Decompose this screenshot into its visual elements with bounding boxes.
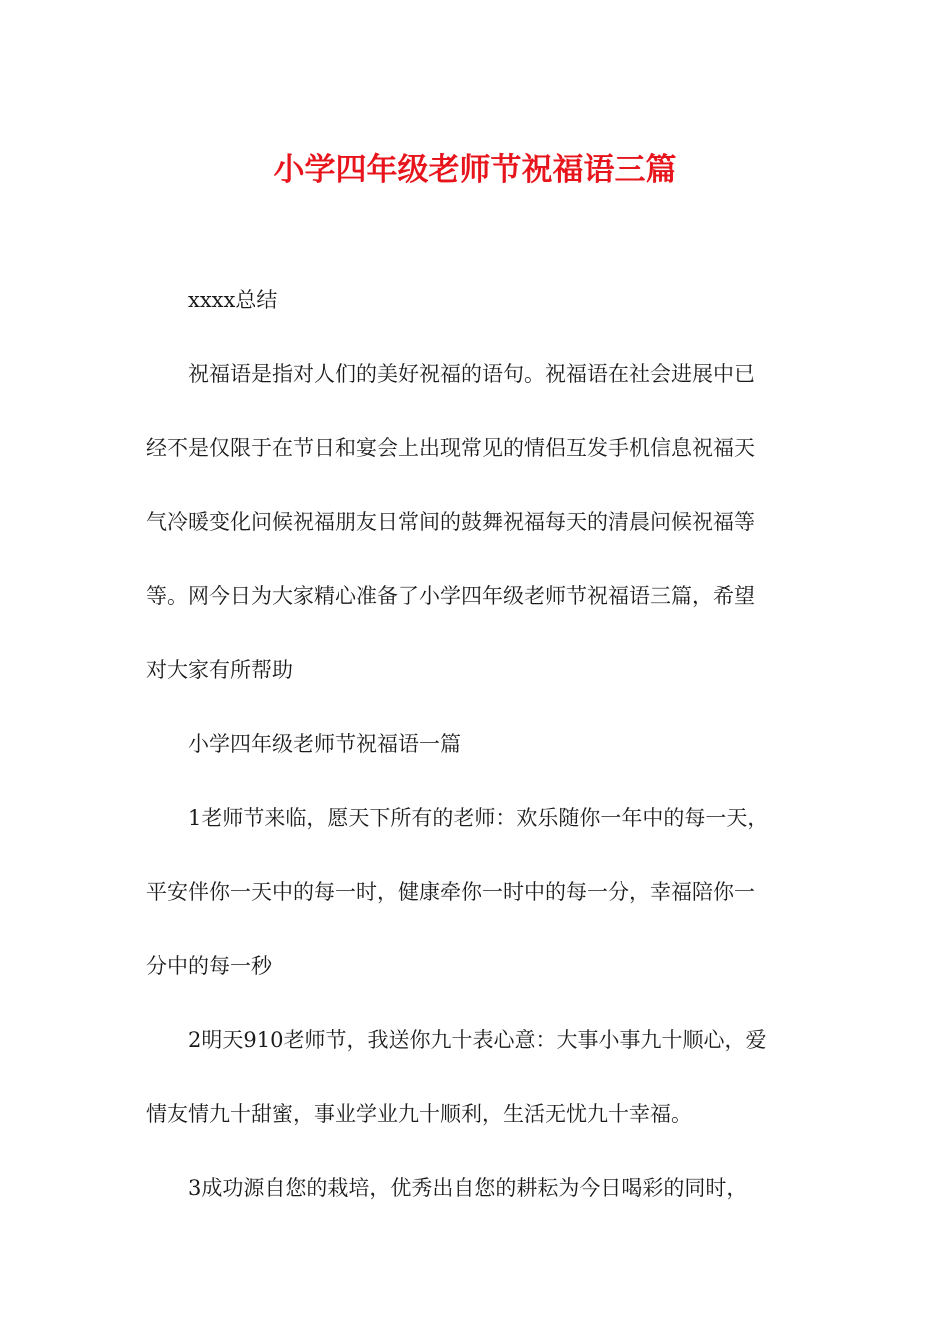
wish-1-line-3: 分中的每一秒 [146,954,272,978]
wish-2-line-2: 情友情九十甜蜜，事业学业九十顺利，生活无忧九十幸福。 [146,1102,692,1126]
intro-line-2: 经不是仅限于在节日和宴会上出现常见的情侣互发手机信息祝福天 [146,436,755,460]
wish-1-line-2: 平安伴你一天中的每一时，健康牵你一时中的每一分，幸福陪你一 [146,880,755,904]
summary-label: xxxx总结 [188,288,278,312]
wish-3-line-1: 3成功源自您的栽培，优秀出自您的耕耘为今日喝彩的同时， [188,1176,748,1200]
intro-line-5: 对大家有所帮助 [146,658,293,682]
intro-line-3: 气冷暖变化问候祝福朋友日常间的鼓舞祝福每天的清晨问候祝福等 [146,510,755,534]
wish-1-line-1: 1老师节来临，愿天下所有的老师：欢乐随你一年中的每一天， [188,806,769,830]
intro-line-1: 祝福语是指对人们的美好祝福的语句。祝福语在社会进展中已 [188,362,755,386]
document-title: 小学四年级老师节祝福语三篇 [273,152,677,188]
intro-line-4: 等。网今日为大家精心准备了小学四年级老师节祝福语三篇，希望 [146,584,755,608]
section-heading: 小学四年级老师节祝福语一篇 [188,732,461,756]
wish-2-line-1: 2明天910老师节，我送你九十表心意：大事小事九十顺心，爱 [188,1028,767,1052]
